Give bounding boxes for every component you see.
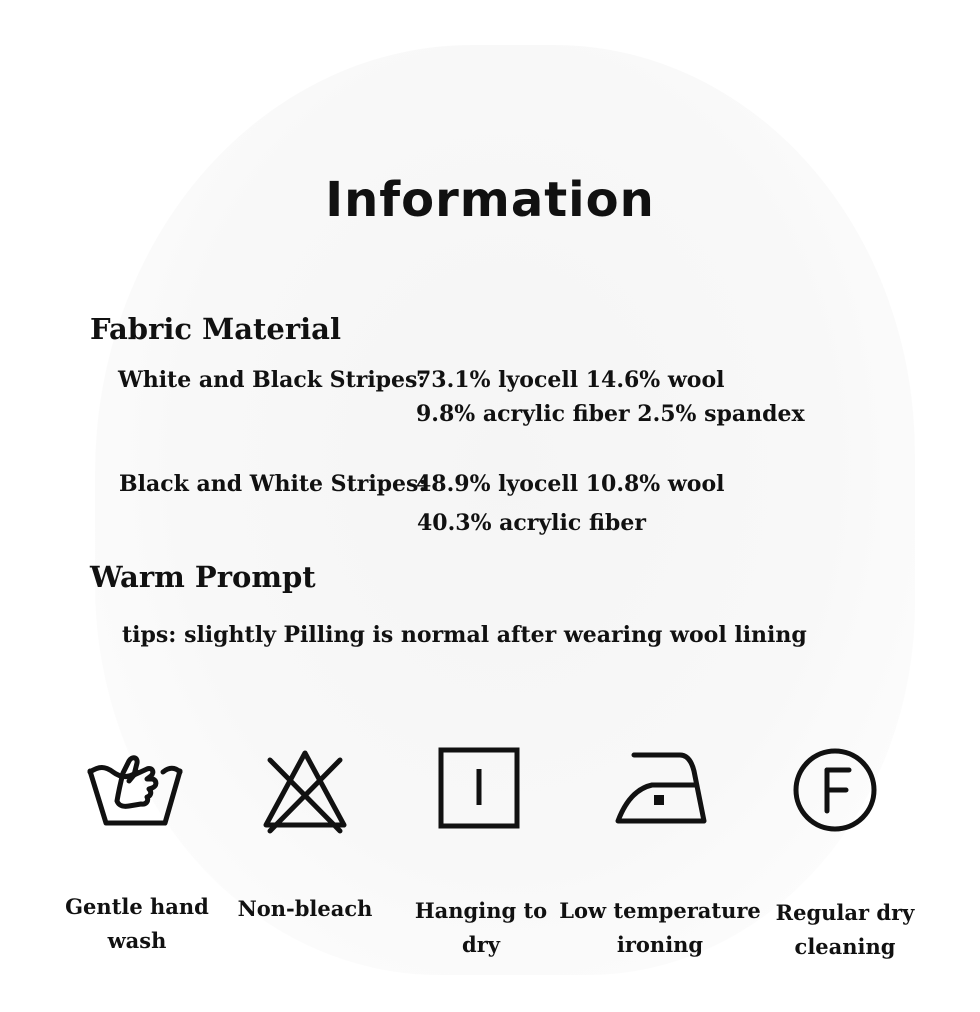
care-caption-line: dry: [462, 932, 500, 957]
warm-prompt-heading: Warm Prompt: [90, 560, 316, 594]
white-black-composition-2: 9.8% acrylic fiber 2.5% spandex: [416, 401, 805, 427]
care-caption-line: Regular dry: [775, 900, 915, 925]
care-caption-line: cleaning: [794, 934, 896, 959]
black-white-composition-1: 48.9% lyocell 10.8% wool: [416, 471, 725, 497]
care-caption-line: wash: [107, 928, 167, 953]
care-caption-line: Low temperature: [559, 898, 761, 923]
care-caption-dry-clean: [764, 896, 926, 964]
care-caption-line: Gentle hand: [65, 894, 209, 919]
dry-clean-f-icon: [790, 745, 880, 835]
black-white-label: Black and White Stripes:: [119, 471, 427, 497]
page-title: Information: [325, 172, 655, 228]
care-caption-hand-wash: [52, 890, 222, 958]
no-bleach-icon: [260, 745, 350, 835]
care-caption-line-dry: [398, 894, 564, 962]
white-black-label: White and Black Stripes:: [118, 367, 426, 393]
care-caption-line: Non-bleach: [237, 896, 373, 921]
hand-wash-icon: [85, 745, 185, 835]
care-caption-line: ironing: [616, 932, 704, 957]
care-caption-low-iron: [554, 894, 766, 962]
care-caption-no-bleach: [220, 892, 390, 926]
white-black-composition-1: 73.1% lyocell 14.6% wool: [416, 367, 725, 393]
line-dry-icon: [436, 745, 522, 831]
low-iron-icon: [612, 745, 708, 829]
care-caption-line: Hanging to: [414, 898, 548, 923]
black-white-composition-2: 40.3% acrylic fiber: [417, 510, 646, 536]
fabric-material-heading: Fabric Material: [90, 312, 341, 346]
care-tip: tips: slightly Pilling is normal after wearing wool lining: [122, 622, 807, 648]
